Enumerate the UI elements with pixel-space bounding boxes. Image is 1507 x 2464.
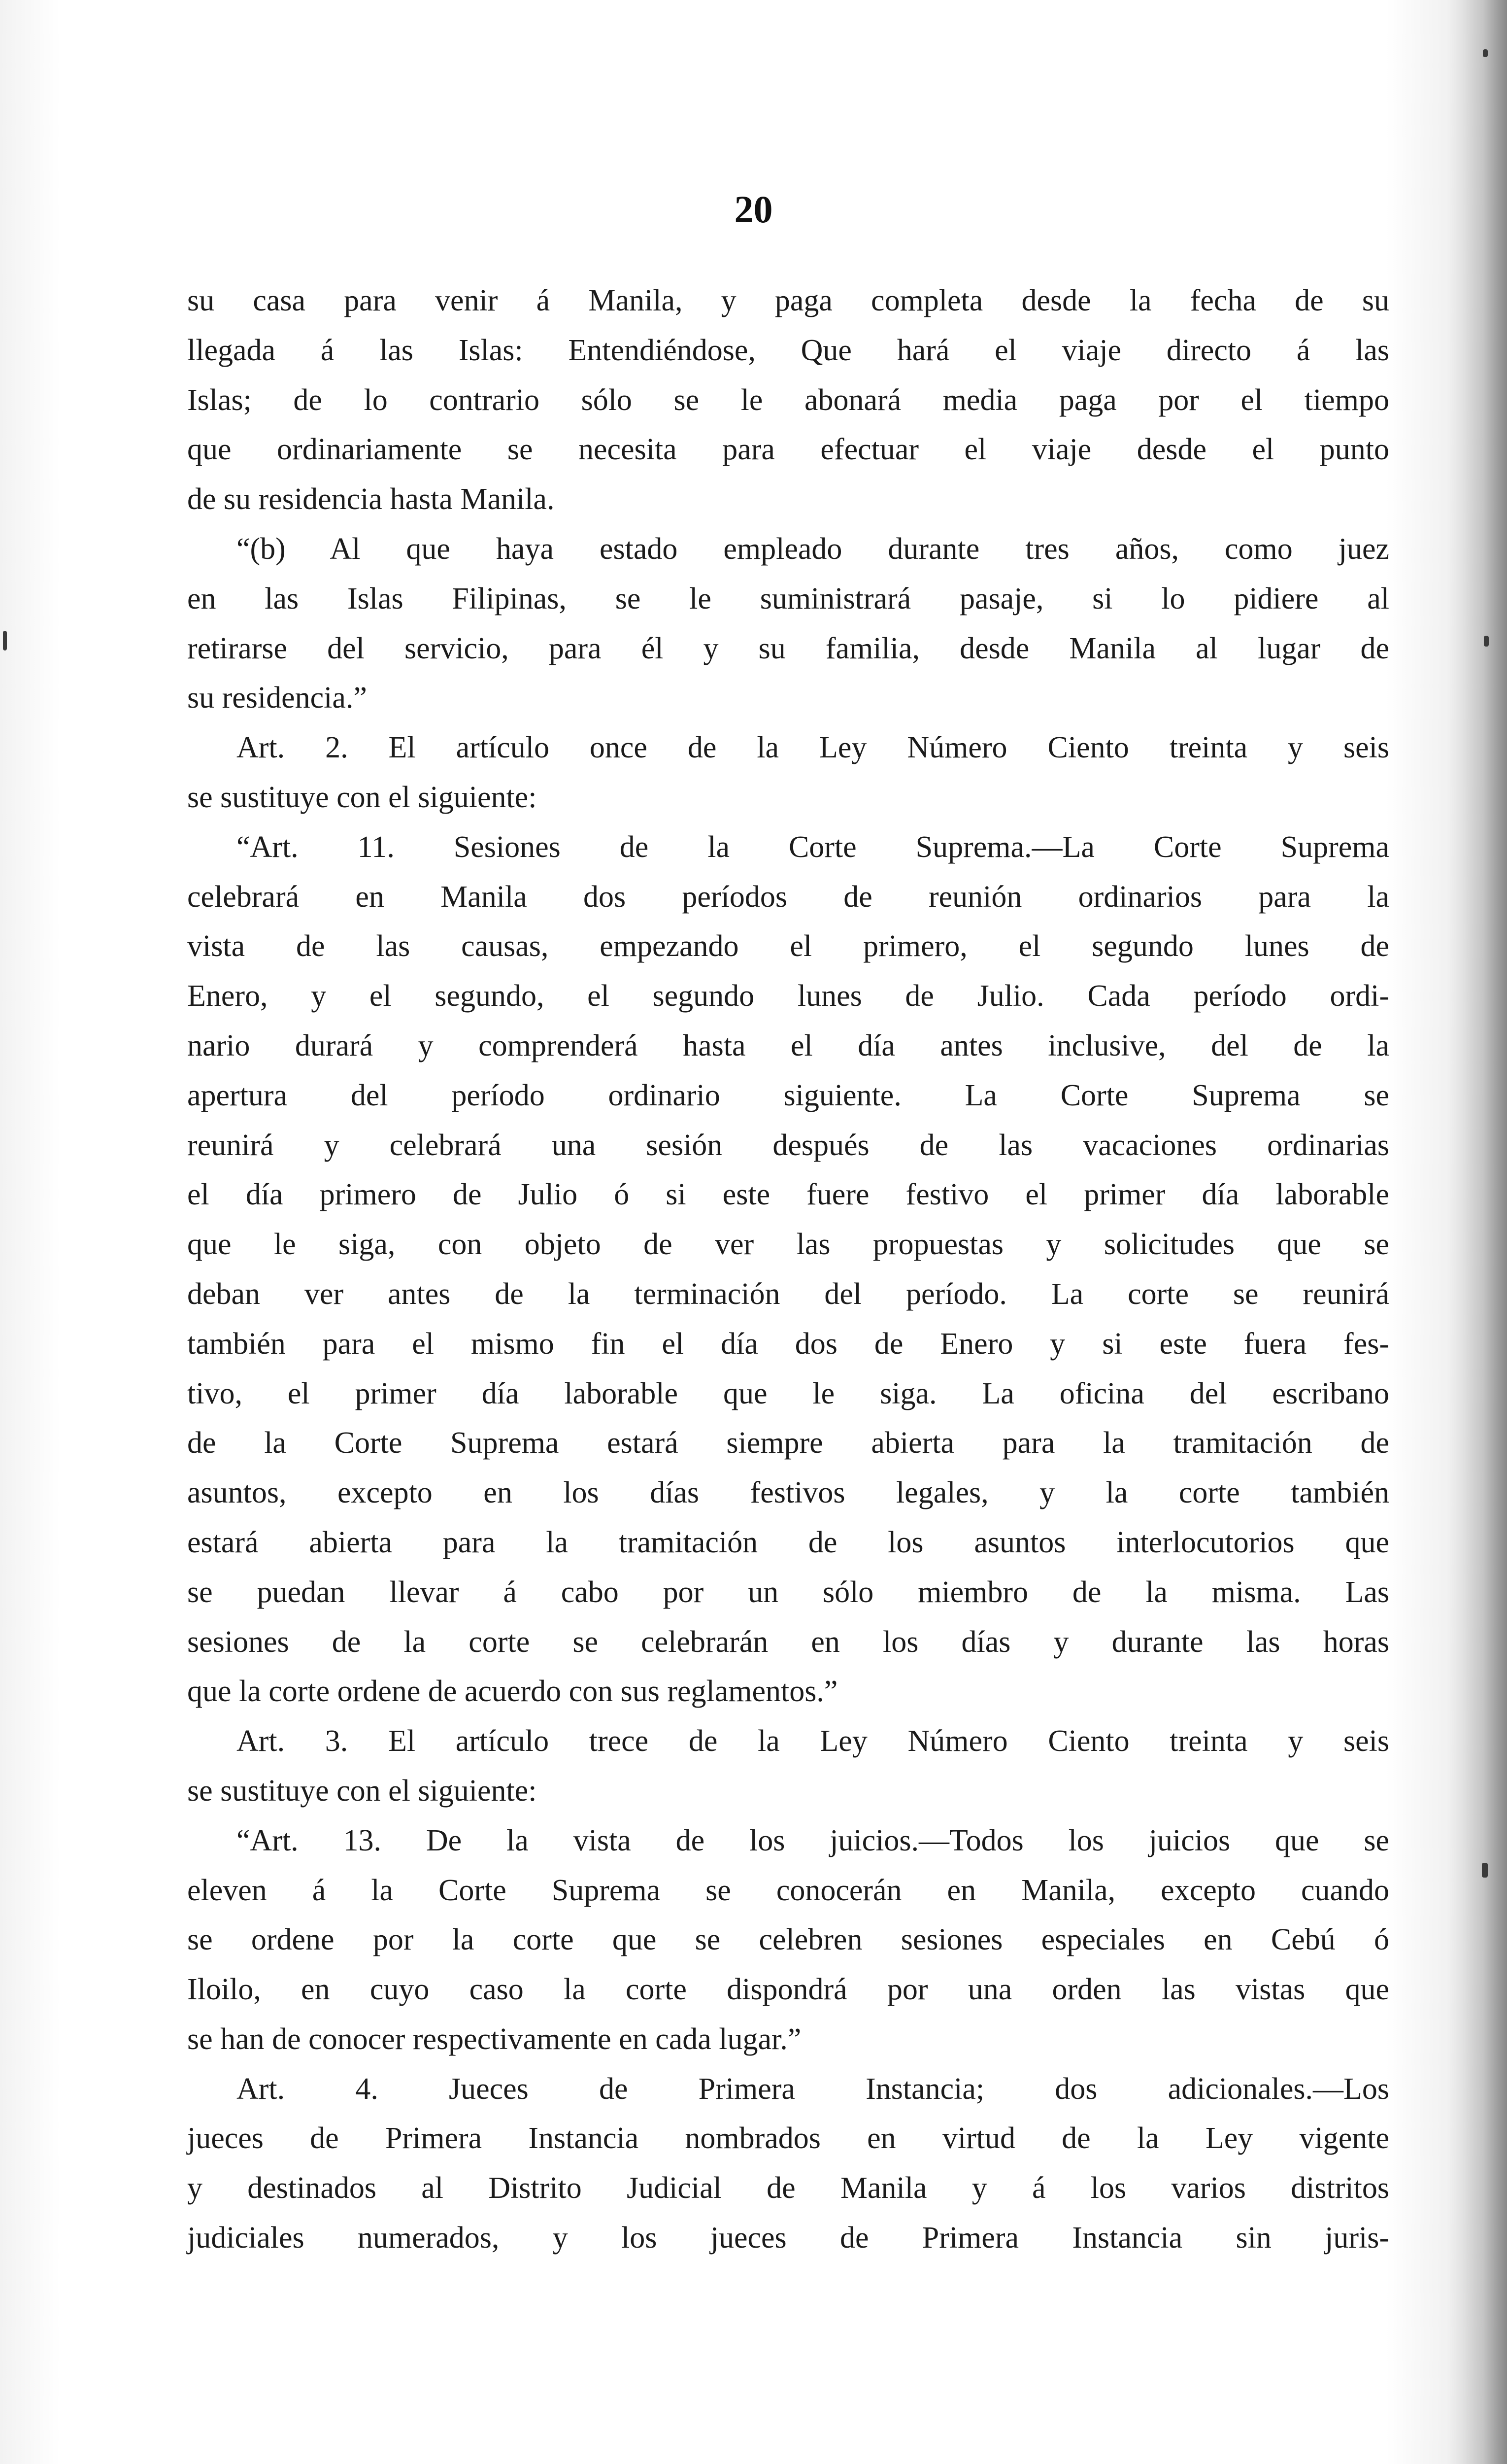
- text-line: Iloilo, en cuyo caso la corte dispondrá por una orden las vistas que: [187, 1973, 1389, 2007]
- text-line: Art. 2. El artículo once de la Ley Número Ciento treinta y seis: [236, 731, 1389, 765]
- text-line: se ordene por la corte que se celebren sesiones especiales en Cebú ó: [187, 1923, 1389, 1957]
- text-line: apertura del período ordinario siguiente. La Corte Suprema se: [187, 1078, 1389, 1112]
- text-line: “Art. 13. De la vista de los juicios.—Todos los juicios que se: [236, 1823, 1389, 1857]
- text-line: judiciales numerados, y los jueces de Primera Instancia sin juris-: [187, 2221, 1389, 2255]
- text-line: llegada á las Islas: Entendiéndose, Que hará el viaje directo á las: [187, 333, 1389, 367]
- text-line: reunirá y celebrará una sesión después de las vacaciones ordinarias: [187, 1128, 1389, 1162]
- edge-speck: [3, 631, 7, 650]
- text-line: “(b) Al que haya estado empleado durante tres años, como juez: [236, 532, 1389, 566]
- text-line: se han de conocer respectivamente en cada lugar.”: [187, 2022, 802, 2056]
- edge-speck: [1484, 636, 1489, 647]
- text-line: que la corte ordene de acuerdo con sus reglamentos.”: [187, 1675, 838, 1709]
- text-line: Art. 4. Jueces de Primera Instancia; dos adicionales.—Los: [236, 2072, 1389, 2106]
- page-number: 20: [734, 188, 773, 231]
- text-line: jueces de Primera Instancia nombrados en virtud de la Ley vigente: [187, 2122, 1389, 2156]
- text-line: su casa para venir á Manila, y paga completa desde la fecha de su: [187, 284, 1389, 317]
- text-line: eleven á la Corte Suprema se conocerán en Manila, excepto cuando: [187, 1873, 1389, 1907]
- text-line: de la Corte Suprema estará siempre abierta para la tramitación de: [187, 1426, 1389, 1460]
- text-line: estará abierta para la tramitación de los asuntos interlocutorios que: [187, 1525, 1389, 1559]
- text-line: su residencia.”: [187, 681, 367, 715]
- text-line: “Art. 11. Sesiones de la Corte Suprema.—La Corte Suprema: [236, 830, 1389, 864]
- text-line: se sustituye con el siguiente:: [187, 1774, 537, 1808]
- text-line: retirarse del servicio, para él y su familia, desde Manila al lugar de: [187, 631, 1389, 665]
- edge-speck: [1483, 49, 1488, 57]
- text-line: sesiones de la corte se celebrarán en los días y durante las horas: [187, 1625, 1389, 1659]
- text-line: vista de las causas, empezando el primero, el segundo lunes de: [187, 929, 1389, 963]
- body-text: [187, 276, 1389, 2263]
- text-line: Art. 3. El artículo trece de la Ley Número Ciento treinta y seis: [236, 1724, 1389, 1758]
- text-line: celebrará en Manila dos períodos de reunión ordinarios para la: [187, 880, 1389, 914]
- text-line: el día primero de Julio ó si este fuere festivo el primer día laborable: [187, 1178, 1389, 1212]
- text-line: se sustituye con el siguiente:: [187, 780, 537, 814]
- text-line: también para el mismo fin el día dos de Enero y si este fuera fes-: [187, 1327, 1389, 1361]
- text-line: Enero, y el segundo, el segundo lunes de Julio. Cada período ordi-: [187, 979, 1389, 1013]
- text-line: de su residencia hasta Manila.: [187, 482, 555, 516]
- edge-speck: [1482, 1863, 1488, 1878]
- text-line: que ordinariamente se necesita para efectuar el viaje desde el punto: [187, 433, 1389, 467]
- page-edge-shadow: [1448, 0, 1507, 2464]
- text-line: y destinados al Distrito Judicial de Manila y á los varios distritos: [187, 2171, 1389, 2205]
- text-line: deban ver antes de la terminación del período. La corte se reunirá: [187, 1277, 1389, 1311]
- text-line: en las Islas Filipinas, se le suministrará pasaje, si lo pidiere al: [187, 582, 1389, 616]
- text-line: tivo, el primer día laborable que le siga. La oficina del escribano: [187, 1376, 1389, 1410]
- text-line: Islas; de lo contrario sólo se le abonará media paga por el tiempo: [187, 383, 1389, 417]
- text-line: asuntos, excepto en los días festivos legales, y la corte también: [187, 1476, 1389, 1510]
- text-line: nario durará y comprenderá hasta el día antes inclusive, del de la: [187, 1028, 1389, 1062]
- text-line: que le siga, con objeto de ver las propuestas y solicitudes que se: [187, 1228, 1389, 1262]
- text-line: se puedan llevar á cabo por un sólo miembro de la misma. Las: [187, 1575, 1389, 1609]
